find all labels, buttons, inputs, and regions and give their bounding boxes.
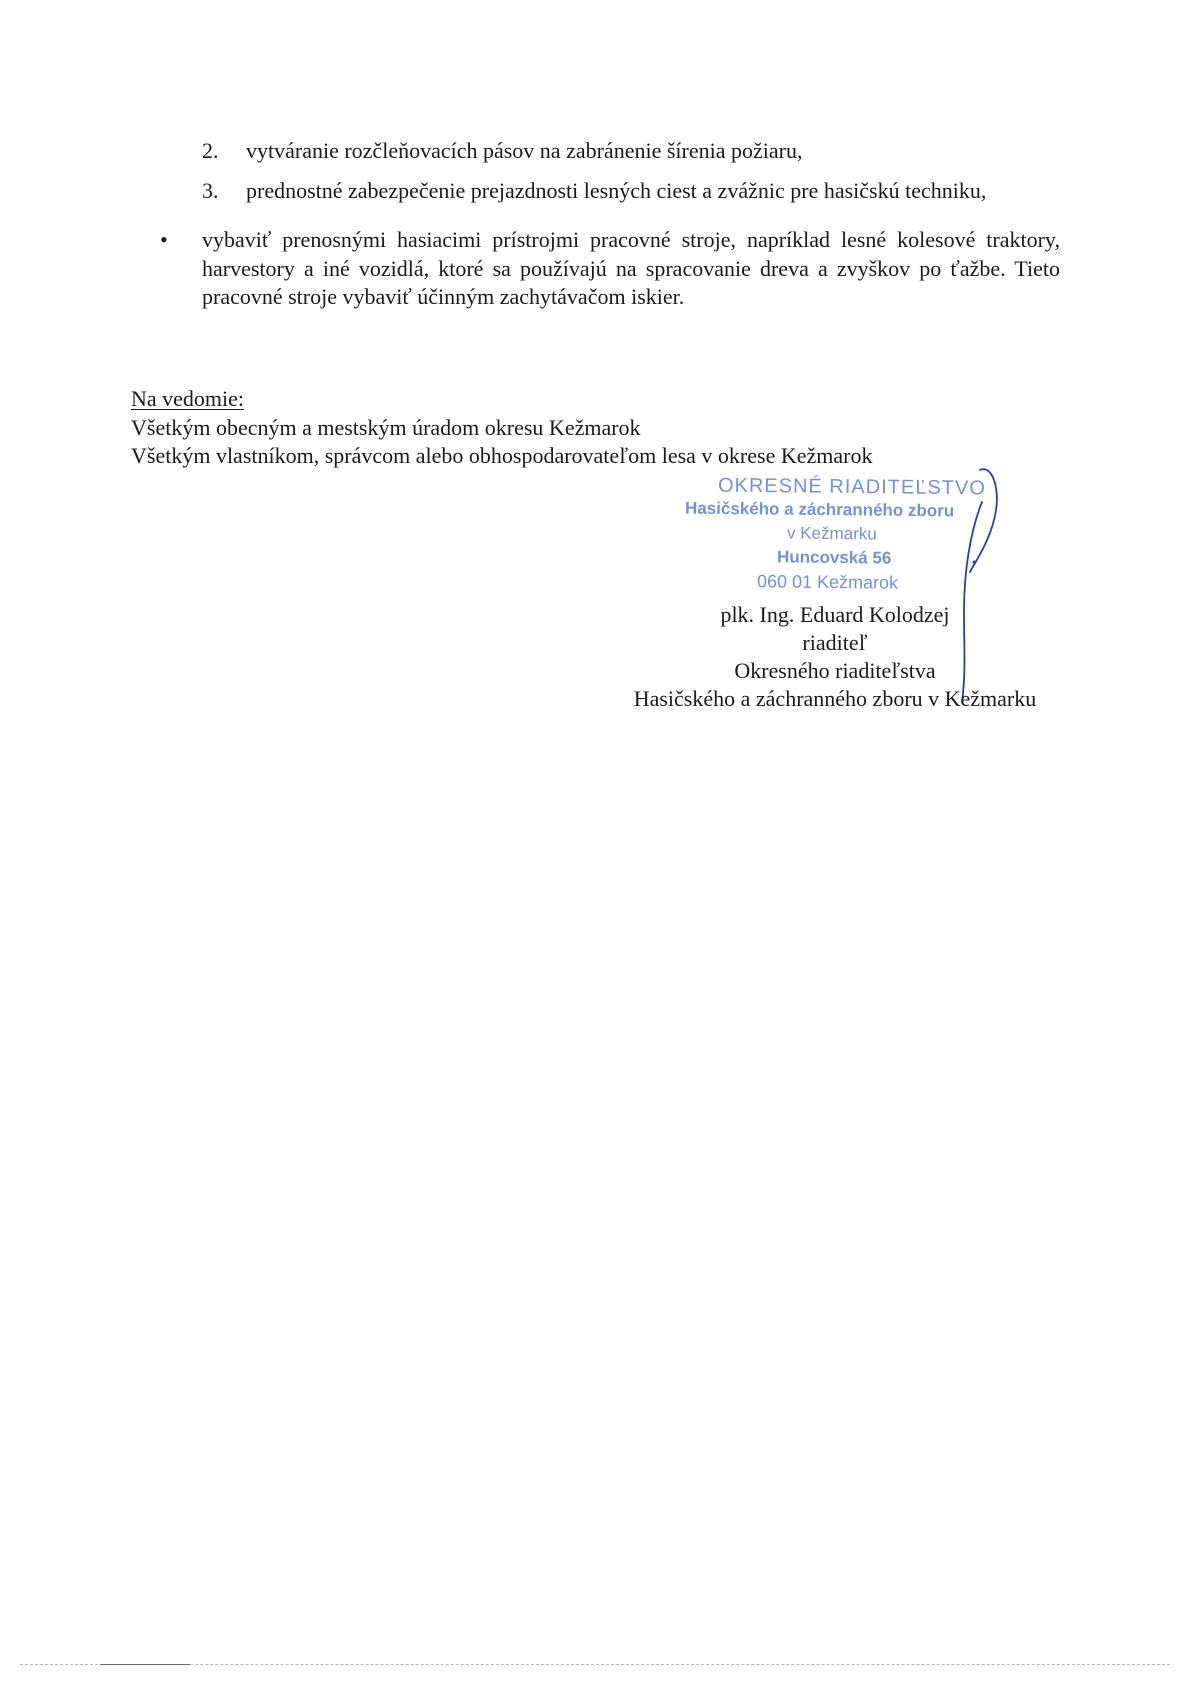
signer-title: riaditeľ bbox=[802, 630, 868, 655]
footer-divider bbox=[20, 1664, 1170, 1665]
signature-block bbox=[600, 601, 1070, 713]
stamp-line: 060 01 Kežmarok bbox=[756, 571, 899, 593]
bullet-icon: • bbox=[160, 227, 168, 252]
notice-block bbox=[131, 385, 872, 471]
signer-organization: Hasičského a záchranného zboru v Kežmarku bbox=[633, 686, 1037, 711]
list-item-3 bbox=[202, 177, 986, 205]
notice-line: Všetkým obecným a mestským úradom okresu Kežmarok bbox=[131, 414, 641, 440]
footer-divider bbox=[100, 1664, 190, 1665]
notice-line: Všetkým vlastníkom, správcom alebo obhospodarovateľom lesa v okrese Kežmarok bbox=[131, 443, 873, 468]
signer-name: plk. Ing. Eduard Kolodzej bbox=[720, 602, 950, 627]
signer-organization: Okresného riaditeľstva bbox=[734, 658, 936, 683]
list-number: 2. bbox=[202, 138, 219, 163]
bullet-text: vybaviť prenosnými hasiacimi prístrojmi pracovné stroje, napríklad lesné kolesové traktory, harvestory a iné vozidlá, ktoré sa používajú na spracovanie dreva a zvyškov po ťažbe. Tieto pracovné stroje vybaviť účinným zachytávačom iskier. bbox=[202, 227, 1060, 309]
bullet-item bbox=[160, 226, 1060, 312]
stamp-line: Hasičského a záchranného zboru bbox=[684, 498, 955, 521]
stamp-line: v Kežmarku bbox=[786, 523, 877, 544]
list-item-2 bbox=[202, 137, 802, 165]
stamp-line: Huncovská 56 bbox=[776, 547, 892, 568]
list-text: vytváranie rozčleňovacích pásov na zabránenie šírenia požiaru, bbox=[246, 138, 803, 163]
list-number: 3. bbox=[202, 178, 219, 203]
notice-heading: Na vedomie: bbox=[131, 386, 245, 411]
stamp-line: OKRESNÉ RIADITEĽSTVO bbox=[717, 474, 986, 500]
list-text: prednostné zabezpečenie prejazdnosti lesných ciest a zvážnic pre hasičskú techniku, bbox=[246, 178, 987, 203]
